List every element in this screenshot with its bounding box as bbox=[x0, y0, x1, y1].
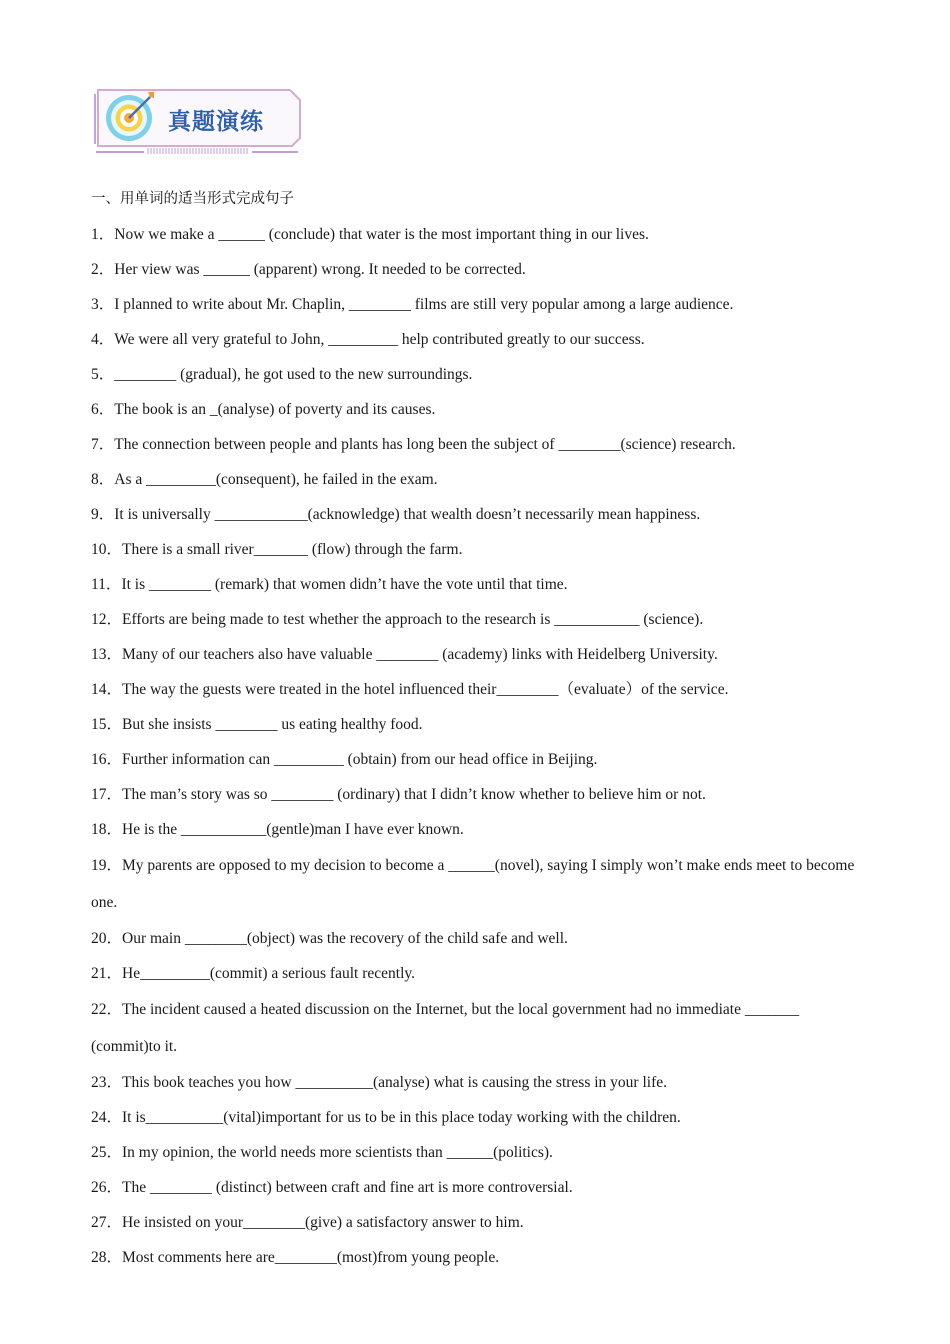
question-text: I planned to write about Mr. Chaplin, ________ films are still very popular among a large audience. bbox=[114, 296, 734, 313]
question-number: 22． bbox=[91, 1001, 123, 1018]
question-text: It is ________ (remark) that women didn’t have the vote until that time. bbox=[121, 576, 568, 593]
question-text: The book is an _(analyse) of poverty and its causes. bbox=[114, 401, 436, 418]
question-number: 26． bbox=[91, 1179, 123, 1196]
question-item bbox=[91, 602, 871, 637]
question-text: We were all very grateful to John, _________ help contributed greatly to our success. bbox=[114, 331, 645, 348]
question-number: 15． bbox=[91, 716, 123, 733]
question-text: As a _________(consequent), he failed in the exam. bbox=[114, 471, 438, 488]
question-item bbox=[91, 357, 871, 392]
question-item bbox=[91, 991, 871, 1065]
question-number: 16． bbox=[91, 751, 123, 768]
question-item bbox=[91, 707, 871, 742]
question-item bbox=[91, 847, 871, 921]
question-number: 23． bbox=[91, 1074, 123, 1091]
question-text: The man’s story was so ________ (ordinary) that I didn’t know whether to believe him or not. bbox=[122, 786, 706, 803]
question-number: 1． bbox=[91, 226, 115, 243]
question-number: 3． bbox=[91, 296, 115, 313]
question-number: 18． bbox=[91, 821, 123, 838]
question-number: 11． bbox=[91, 576, 122, 593]
question-text: Most comments here are________(most)from young people. bbox=[122, 1249, 500, 1266]
question-text: The connection between people and plants has long been the subject of ________(science) research. bbox=[114, 436, 736, 453]
question-list bbox=[91, 217, 871, 1275]
question-text: It is universally ____________(acknowledge) that wealth doesn’t necessarily mean happiness. bbox=[114, 506, 701, 523]
question-item bbox=[91, 1170, 871, 1205]
question-number: 4． bbox=[91, 331, 115, 348]
question-text: In my opinion, the world needs more scientists than ______(politics). bbox=[122, 1144, 553, 1161]
question-text: The way the guests were treated in the hotel influenced their________（evaluate）of the service. bbox=[122, 681, 729, 698]
question-text: He insisted on your________(give) a satisfactory answer to him. bbox=[122, 1214, 524, 1231]
question-item bbox=[91, 567, 871, 602]
section-heading: 一、用单词的适当形式完成句子 bbox=[91, 191, 294, 207]
question-item bbox=[91, 1240, 871, 1275]
question-item bbox=[91, 532, 871, 567]
question-text: It is__________(vital)important for us to be in this place today working with the children. bbox=[122, 1109, 681, 1126]
question-text: My parents are opposed to my decision to become a ______(novel), saying I simply won’t make ends meet to become one. bbox=[91, 857, 855, 911]
question-item bbox=[91, 956, 871, 991]
question-item bbox=[91, 427, 871, 462]
question-text: This book teaches you how __________(analyse) what is causing the stress in your life. bbox=[122, 1074, 667, 1091]
question-text: Our main ________(object) was the recovery of the child safe and well. bbox=[122, 930, 568, 947]
question-item bbox=[91, 287, 871, 322]
badge-title: 真题演练 bbox=[168, 109, 264, 135]
question-number: 14． bbox=[91, 681, 123, 698]
question-number: 12． bbox=[91, 611, 123, 628]
question-text: Her view was ______ (apparent) wrong. It needed to be corrected. bbox=[114, 261, 526, 278]
question-text: But she insists ________ us eating healthy food. bbox=[122, 716, 423, 733]
question-item bbox=[91, 322, 871, 357]
question-number: 8． bbox=[91, 471, 115, 488]
question-item bbox=[91, 392, 871, 427]
question-item bbox=[91, 1100, 871, 1135]
question-item bbox=[91, 252, 871, 287]
question-number: 19． bbox=[91, 857, 123, 874]
question-text: The incident caused a heated discussion on the Internet, but the local government had no immediate _______ (commit)to it. bbox=[91, 1001, 800, 1055]
question-number: 5． bbox=[91, 366, 115, 383]
question-item bbox=[91, 672, 871, 707]
question-item bbox=[91, 1135, 871, 1170]
section-badge bbox=[92, 86, 304, 156]
question-number: 20． bbox=[91, 930, 123, 947]
question-number: 28． bbox=[91, 1249, 123, 1266]
question-item bbox=[91, 462, 871, 497]
question-item bbox=[91, 497, 871, 532]
question-number: 27． bbox=[91, 1214, 123, 1231]
question-number: 21． bbox=[91, 965, 123, 982]
question-number: 9． bbox=[91, 506, 115, 523]
question-item bbox=[91, 637, 871, 672]
question-text: Further information can _________ (obtain) from our head office in Beijing. bbox=[122, 751, 598, 768]
question-text: He_________(commit) a serious fault recently. bbox=[122, 965, 415, 982]
question-item bbox=[91, 217, 871, 252]
question-text: Efforts are being made to test whether the approach to the research is ___________ (science). bbox=[122, 611, 704, 628]
question-number: 25． bbox=[91, 1144, 123, 1161]
question-text: ________ (gradual), he got used to the new surroundings. bbox=[114, 366, 473, 383]
question-text: Many of our teachers also have valuable ________ (academy) links with Heidelberg University. bbox=[122, 646, 718, 663]
question-item bbox=[91, 921, 871, 956]
question-text: There is a small river_______ (flow) through the farm. bbox=[122, 541, 463, 558]
question-item bbox=[91, 1205, 871, 1240]
question-number: 17． bbox=[91, 786, 123, 803]
question-text: He is the ___________(gentle)man I have ever known. bbox=[122, 821, 464, 838]
question-text: Now we make a ______ (conclude) that water is the most important thing in our lives. bbox=[114, 226, 649, 243]
question-number: 24． bbox=[91, 1109, 123, 1126]
question-number: 13． bbox=[91, 646, 123, 663]
question-item bbox=[91, 812, 871, 847]
question-number: 2． bbox=[91, 261, 115, 278]
question-item bbox=[91, 777, 871, 812]
question-number: 10． bbox=[91, 541, 123, 558]
question-text: The ________ (distinct) between craft and fine art is more controversial. bbox=[122, 1179, 573, 1196]
question-item bbox=[91, 1065, 871, 1100]
question-item bbox=[91, 742, 871, 777]
question-number: 6． bbox=[91, 401, 115, 418]
question-number: 7． bbox=[91, 436, 115, 453]
